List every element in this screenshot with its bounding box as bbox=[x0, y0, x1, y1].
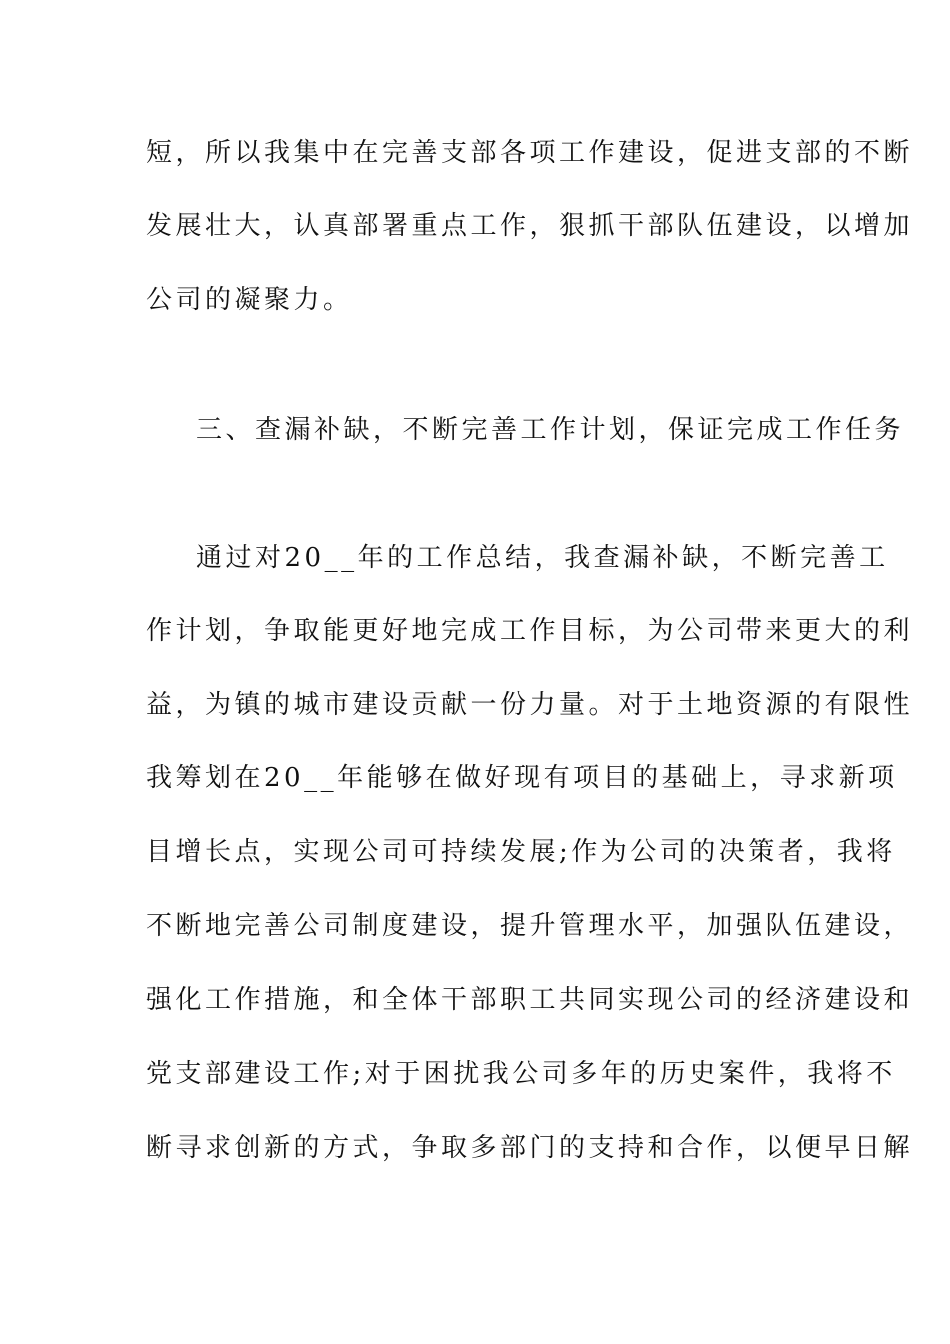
paragraph-2-line-2: 作计划，争取能更好地完成工作目标，为公司带来更大的利 bbox=[146, 616, 914, 646]
paragraph-2-line-7: 强化工作措施，和全体干部职工共同实现公司的经济建设和 bbox=[146, 985, 914, 1015]
paragraph-2-line-5: 目增长点，实现公司可持续发展;作为公司的决策者，我将 bbox=[146, 837, 896, 867]
paragraph-2-line-1: 通过对20__年的工作总结，我查漏补缺，不断完善工 bbox=[196, 543, 889, 573]
paragraph-2-line-8: 党支部建设工作;对于困扰我公司多年的历史案件，我将不 bbox=[146, 1059, 896, 1089]
paragraph-2-line-6: 不断地完善公司制度建设，提升管理水平，加强队伍建设， bbox=[146, 911, 914, 941]
paragraph-1-line-3: 公司的凝聚力。 bbox=[146, 285, 353, 315]
section-heading: 三、查漏补缺，不断完善工作计划，保证完成工作任务 bbox=[196, 415, 905, 445]
paragraph-1-line-1: 短，所以我集中在完善支部各项工作建设，促进支部的不断 bbox=[146, 138, 914, 168]
paragraph-2-line-4: 我筹划在20__年能够在做好现有项目的基础上，寻求新项 bbox=[146, 763, 898, 793]
paragraph-1-line-2: 发展壮大，认真部署重点工作，狠抓干部队伍建设，以增加 bbox=[146, 211, 914, 241]
paragraph-2-line-3: 益，为镇的城市建设贡献一份力量。对于土地资源的有限性 bbox=[146, 690, 914, 720]
paragraph-2-line-9: 断寻求创新的方式，争取多部门的支持和合作，以便早日解 bbox=[146, 1133, 914, 1163]
